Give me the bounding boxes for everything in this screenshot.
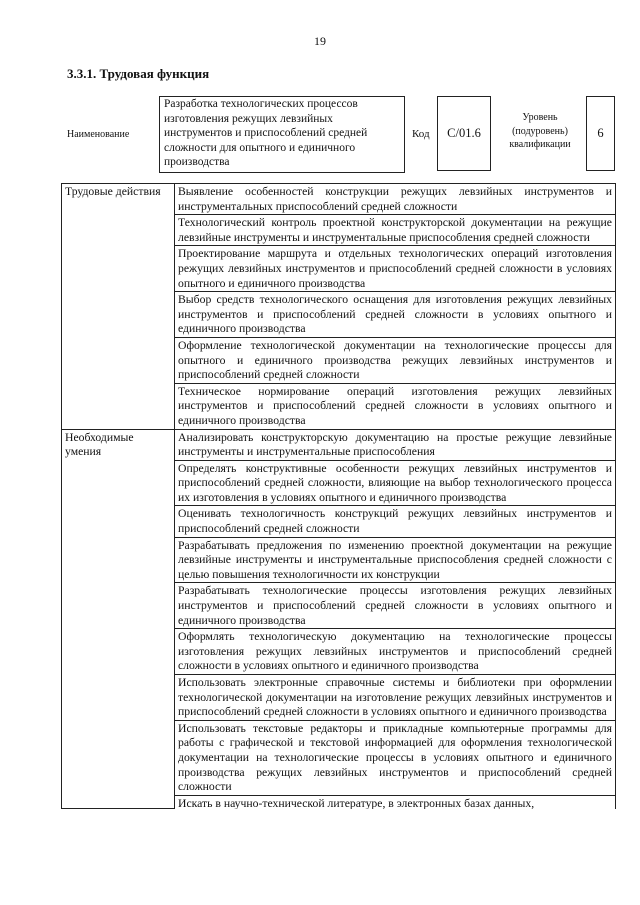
item-cell: Выявление особенностей конструкции режущих левзийных инструментов и инструментальных приспособлений средней сложности: [175, 184, 616, 215]
item-cell: Разрабатывать технологические процессы изготовления режущих левзийных инструментов и приспособлений средней сложности в условиях опытного и единичного производства: [175, 583, 616, 629]
table-row: [62, 184, 616, 215]
item-cell: Анализировать конструкторскую документацию на простые режущие левзийные инструменты и инструментальные приспособления: [175, 429, 616, 460]
item-cell: Разрабатывать предложения по изменению проектной документации на режущие левзийные инструменты и инструментальные приспособления средней сложности с целью повышения технологичности их конструкции: [175, 537, 616, 583]
item-cell: Определять конструктивные особенности режущих левзийных инструментов и приспособлений средней сложности, влияющие на выбор технологического процесса их изготовления в условиях опытного и единичного производства: [175, 460, 616, 506]
item-cell: Проектирование маршрута и отдельных технологических операций изготовления режущих левзийных инструментов и приспособлений средней сложности в условиях опытного и единичного производства: [175, 246, 616, 292]
item-text-cut: Искать в научно-технической литературе, в электронных базах данных,: [178, 796, 535, 809]
function-name-box: Разработка технологических процессов изготовления режущих левзийных инструментов и приспособлений средней сложности для опытного и единичного производства: [159, 96, 405, 173]
category-cell: Трудовые действия: [62, 184, 175, 430]
code-value-box: С/01.6: [437, 96, 491, 171]
item-cell: Техническое нормирование операций изготовления режущих левзийных инструментов и приспособлений средней сложности в условиях опытного и единичного производства: [175, 383, 616, 429]
level-label: Уровень (подуровень) квалификации: [509, 112, 571, 150]
table-row: [62, 429, 616, 460]
item-cell: Оценивать технологичность конструкций режущих левзийных инструментов и приспособлений средней сложности: [175, 506, 616, 537]
name-label: Наименование: [67, 129, 130, 140]
item-cell: Технологический контроль проектной конструкторской документации на режущие левзийные инструменты и инструментальные приспособления средней сложности: [175, 215, 616, 246]
item-cell: Использовать текстовые редакторы и прикладные компьютерные программы для работы с графической и текстовой информацией для оформления технологической документации на технологические процессы в условиях опытного и единичного производства режущих левзийных инструментов и приспособлений средней сложности: [175, 720, 616, 795]
function-table: [61, 183, 616, 809]
code-label: Код: [412, 128, 430, 140]
item-cell: Оформление технологической документации на технологические процессы для опытного и единичного производства режущих левзийных инструментов и приспособлений средней сложности: [175, 337, 616, 383]
section-title: 3.3.1. Трудовая функция: [67, 66, 210, 81]
item-cell: Выбор средств технологического оснащения для изготовления режущих левзийных инструментов и приспособлений средней сложности в условиях опытного и единичного производства: [175, 292, 616, 338]
item-cell: Оформлять технологическую документацию на технологические процессы изготовления режущих левзийных инструментов и приспособлений средней сложности в условиях опытного и единичного производства: [175, 629, 616, 675]
level-value-box: 6: [586, 96, 615, 171]
item-cell: Использовать электронные справочные системы и библиотеки при оформлении технологической документации на изготовление режущих левзийных инструментов и приспособлений средней сложности в условиях опытного и единичного производства: [175, 675, 616, 721]
page-number: 19: [314, 34, 326, 48]
category-cell: Необходимые умения: [62, 429, 175, 809]
function-table-body: [62, 184, 616, 809]
item-cell: [175, 795, 616, 809]
